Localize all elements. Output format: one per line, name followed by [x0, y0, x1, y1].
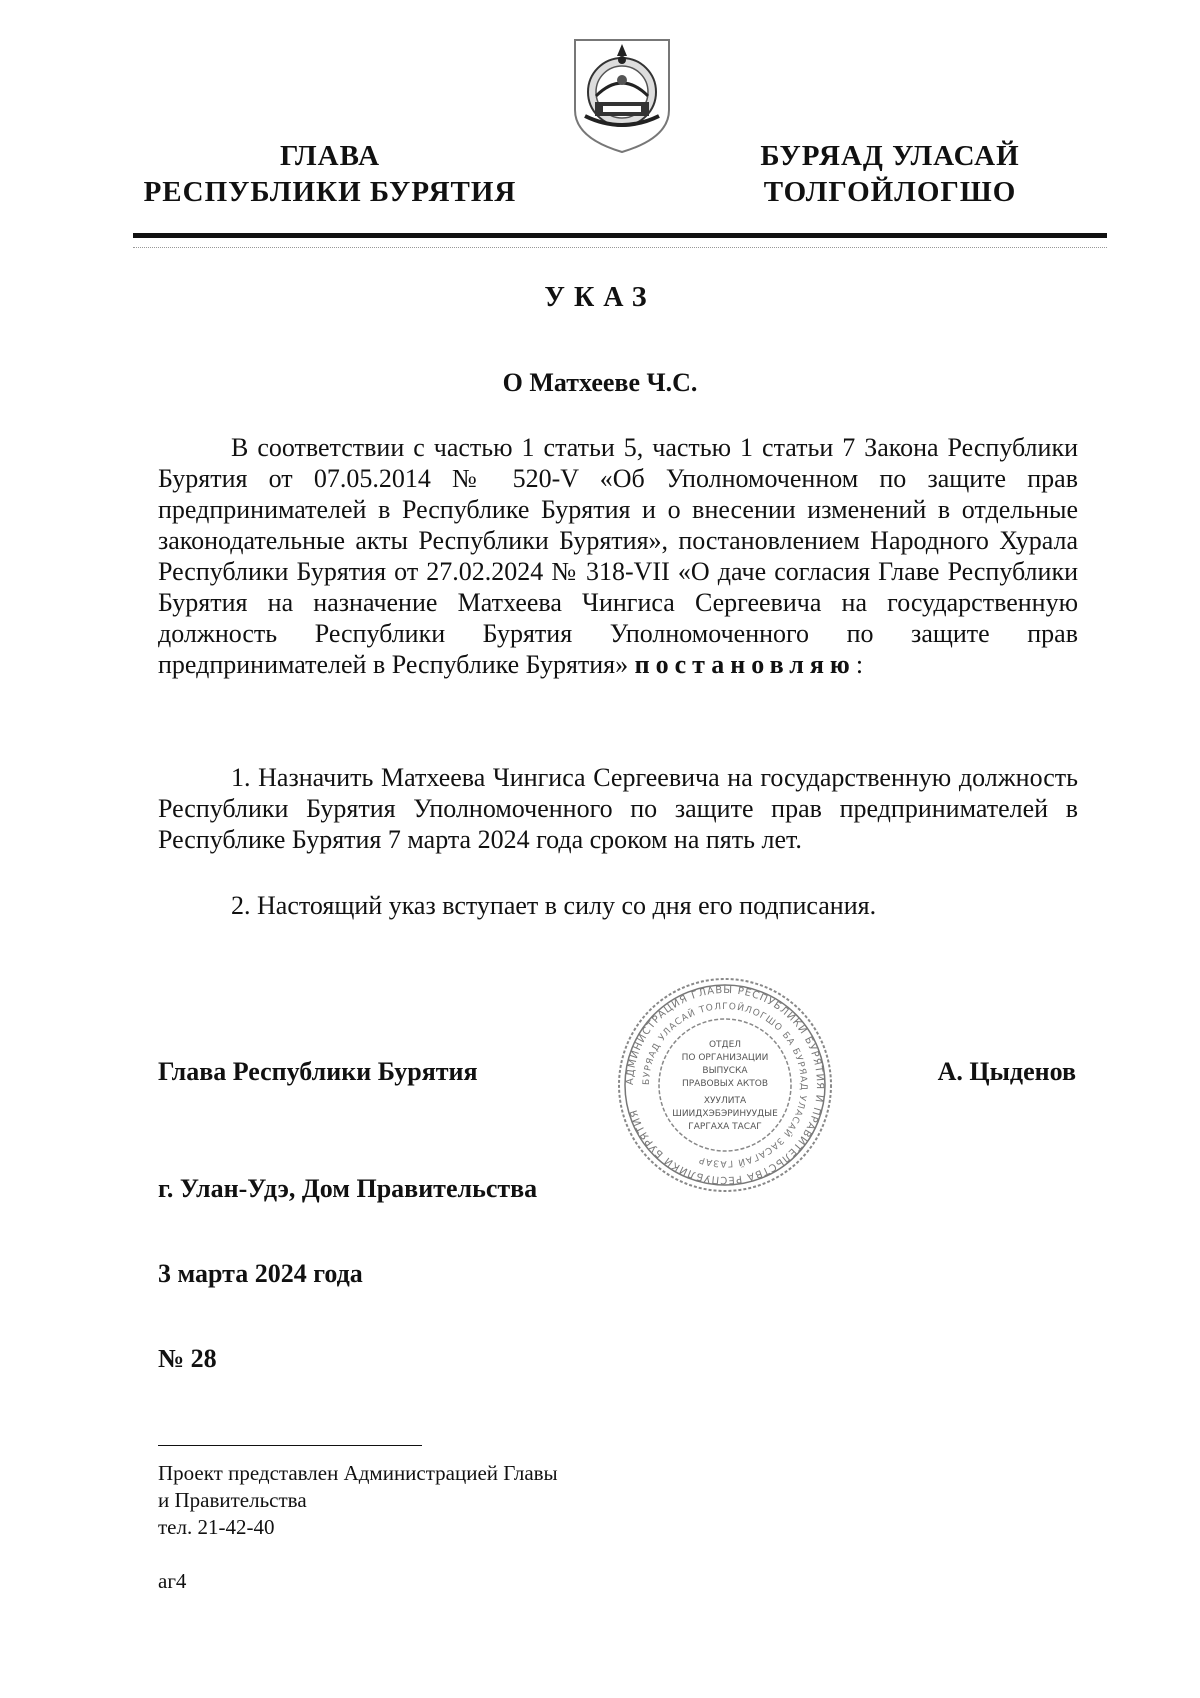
signing-date: 3 марта 2024 года	[158, 1259, 363, 1288]
signatory-name: А. Цыденов	[937, 1057, 1076, 1086]
footer-code: аг4	[158, 1569, 187, 1593]
footer-line-1: Проект представлен Администрацией Главы	[158, 1461, 558, 1485]
signing-place: г. Улан-Удэ, Дом Правительства	[158, 1174, 538, 1203]
footer-note	[158, 1460, 558, 1541]
svg-text:ХУУЛИТА: ХУУЛИТА	[703, 1096, 747, 1106]
decree-colon: :	[855, 650, 864, 679]
decree-item-1: 1. Назначить Матхеева Чингиса Сергеевича на государственную должность Республики Бурятия Уполномоченного по защите прав предпринимателей в Республике Бурятия 7 марта 2024 года сроком на пять лет.	[158, 763, 1078, 854]
header-right	[700, 138, 1080, 210]
signatory-position: Глава Республики Бурятия	[158, 1057, 478, 1086]
footer-line-3: тел. 21-42-40	[158, 1515, 275, 1539]
svg-text:ПО ОРГАНИЗАЦИИ: ПО ОРГАНИЗАЦИИ	[681, 1053, 769, 1063]
preamble-text: В соответствии с частью 1 статьи 5, частью 1 статьи 7 Закона Республики Бурятия от 07.05.2014 № 520-V «Об Уполномоченном по защите прав предпринимателей в Республике Бурятия и о внесении изменений в отдельные законодательные акты Республики Бурятия», постановлением Народного Хурала Республики Бурятия от 27.02.2024 № 318-VII «О даче согласия Главе Республики Бурятия на назначение Матхеева Чингиса Сергеевича на государственную должность Республики Бурятия Уполномоченного по защите прав предпринимателей в Республике Бурятия»	[158, 433, 1078, 679]
coat-of-arms-icon	[567, 30, 677, 155]
decree-item-2: 2. Настоящий указ вступает в силу со дня его подписания.	[231, 891, 877, 920]
footer-line-2: и Правительства	[158, 1488, 307, 1512]
footer-divider	[158, 1445, 422, 1446]
svg-text:ПРАВОВЫХ АКТОВ: ПРАВОВЫХ АКТОВ	[681, 1079, 769, 1089]
header-divider-thin	[133, 247, 1107, 248]
official-stamp	[615, 975, 835, 1195]
svg-text:БУРЯАД УЛАСАЙ ТОЛГОЙЛОГШО БА Б: БУРЯАД УЛАСАЙ ТОЛГОЙЛОГШО БА БУРЯАД УЛАСАЙ ЗАСАГАЙ ГАЗАР	[641, 1001, 809, 1169]
decree-word: постановляю	[634, 650, 856, 679]
document-subject: О Матхееве Ч.С.	[502, 368, 698, 397]
svg-text:ГАРГАХА ТАСАГ: ГАРГАХА ТАСАГ	[688, 1122, 762, 1132]
header-left-line2: РЕСПУБЛИКИ БУРЯТИЯ	[143, 176, 517, 208]
decree-number: № 28	[158, 1344, 217, 1373]
svg-text:ШИИДХЭБЭРИНУУДЫЕ: ШИИДХЭБЭРИНУУДЫЕ	[672, 1109, 778, 1119]
svg-text:ОТДЕЛ: ОТДЕЛ	[708, 1040, 742, 1050]
header-right-line1: БУРЯАД УЛАСАЙ	[760, 140, 1020, 172]
svg-text:ВЫПУСКА: ВЫПУСКА	[702, 1066, 748, 1076]
document-type-title: УКАЗ	[544, 282, 656, 313]
svg-text:АДМИНИСТРАЦИЯ ГЛАВЫ РЕСПУБЛИКИ: АДМИНИСТРАЦИЯ ГЛАВЫ РЕСПУБЛИКИ БУРЯТИЯ И ПРАВИТЕЛЬСТВА РЕСПУБЛИКИ БУРЯТИЯ	[624, 984, 826, 1186]
header-divider-thick	[133, 233, 1107, 238]
preamble-paragraph	[158, 432, 1078, 680]
header-left-line1: ГЛАВА	[279, 140, 381, 172]
header-right-line2: ТОЛГОЙЛОГШО	[763, 176, 1017, 208]
header-left	[140, 138, 520, 210]
